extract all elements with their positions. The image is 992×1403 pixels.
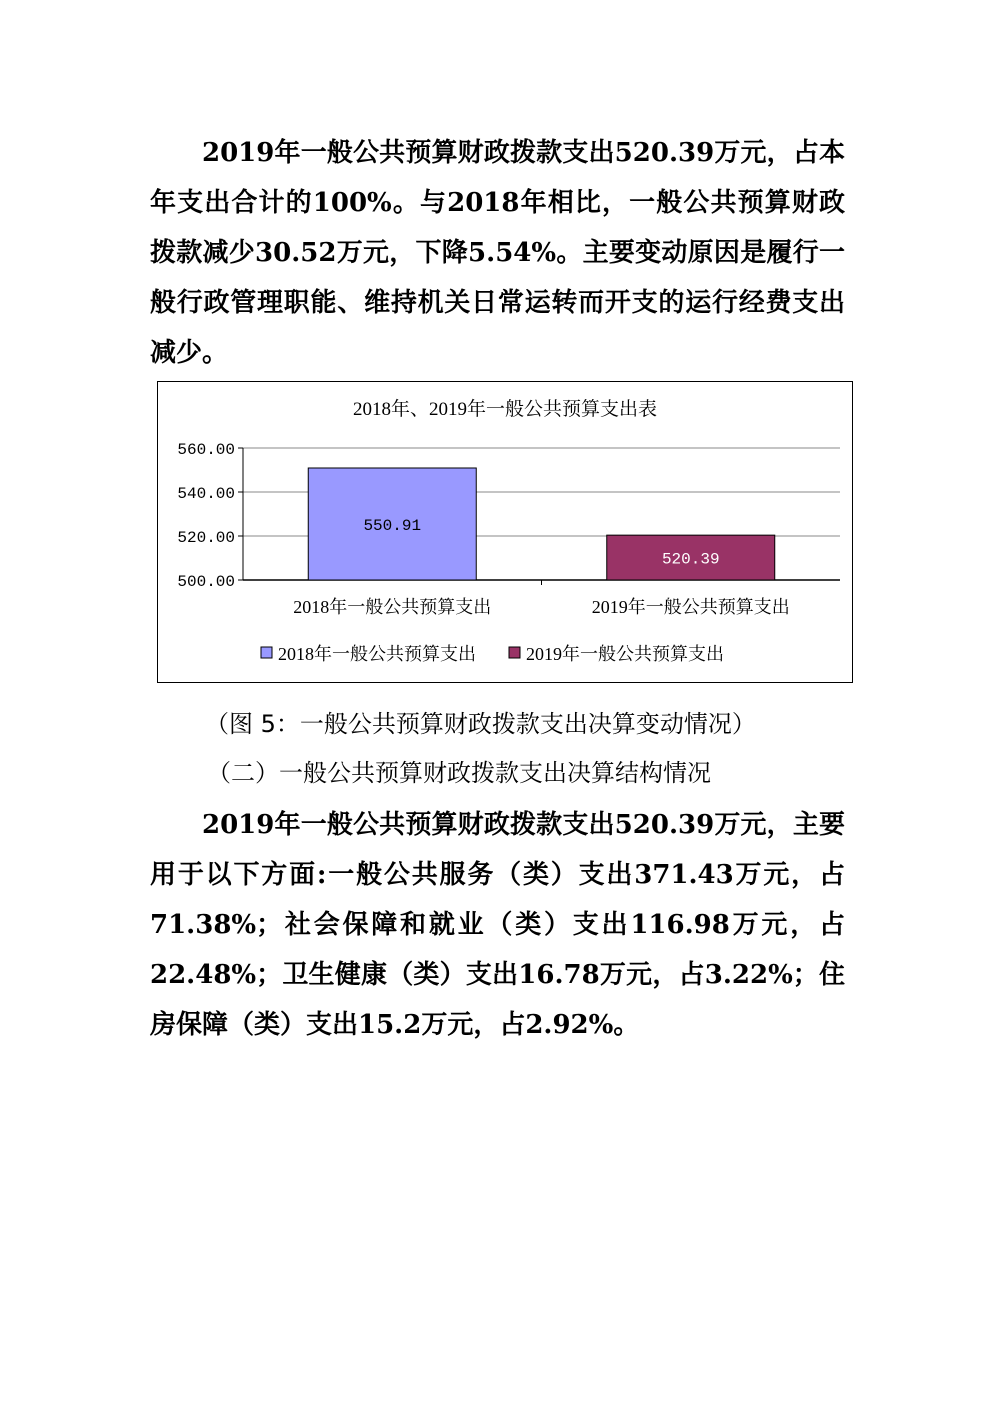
section-heading: （二）一般公共预算财政拨款支出决算结构情况 [207,759,711,787]
structure-paragraph: 2019年一般公共预算财政拨款支出520.39万元，主要用于以下方面:一般公共服务（类）支出371.43万元，占71.38%；社会保障和就业（类）支出116.98万元，占22.48%；卫生健康（类）支出16.78万元，占3.22%；住房保障（类）支出15.2万元，占2.92%。 [150,810,845,1040]
legend-label: 2019年一般公共预算支出 [526,644,724,664]
y-tick-label: 500.00 [177,573,235,591]
x-category-label: 2019年一般公共预算支出 [591,597,790,617]
x-category-label: 2018年一般公共预算支出 [293,597,492,617]
y-tick-label: 540.00 [177,485,235,503]
y-tick-label: 560.00 [177,441,235,459]
legend-swatch [261,647,272,658]
legend-swatch [509,647,520,658]
chart-title: 2018年、2019年一般公共预算支出表 [352,399,658,420]
figure-caption: （图 5：一般公共预算财政拨款支出决算变动情况） [205,710,756,738]
bar-value-label: 550.91 [363,516,422,535]
intro-paragraph: 2019年一般公共预算财政拨款支出520.39万元，占本年支出合计的100%。与2018年相比，一般公共预算财政拨款减少30.52万元，下降5.54%。主要变动原因是履行一般行政管理职能、维持机关日常运转而开支的运行经费支出减少。 [150,138,845,368]
bar-chart [157,381,853,683]
bar-value-label: 520.39 [661,550,720,569]
y-tick-label: 520.00 [177,529,235,547]
legend-label: 2018年一般公共预算支出 [278,644,476,664]
bar-chart-canvas [158,382,852,682]
